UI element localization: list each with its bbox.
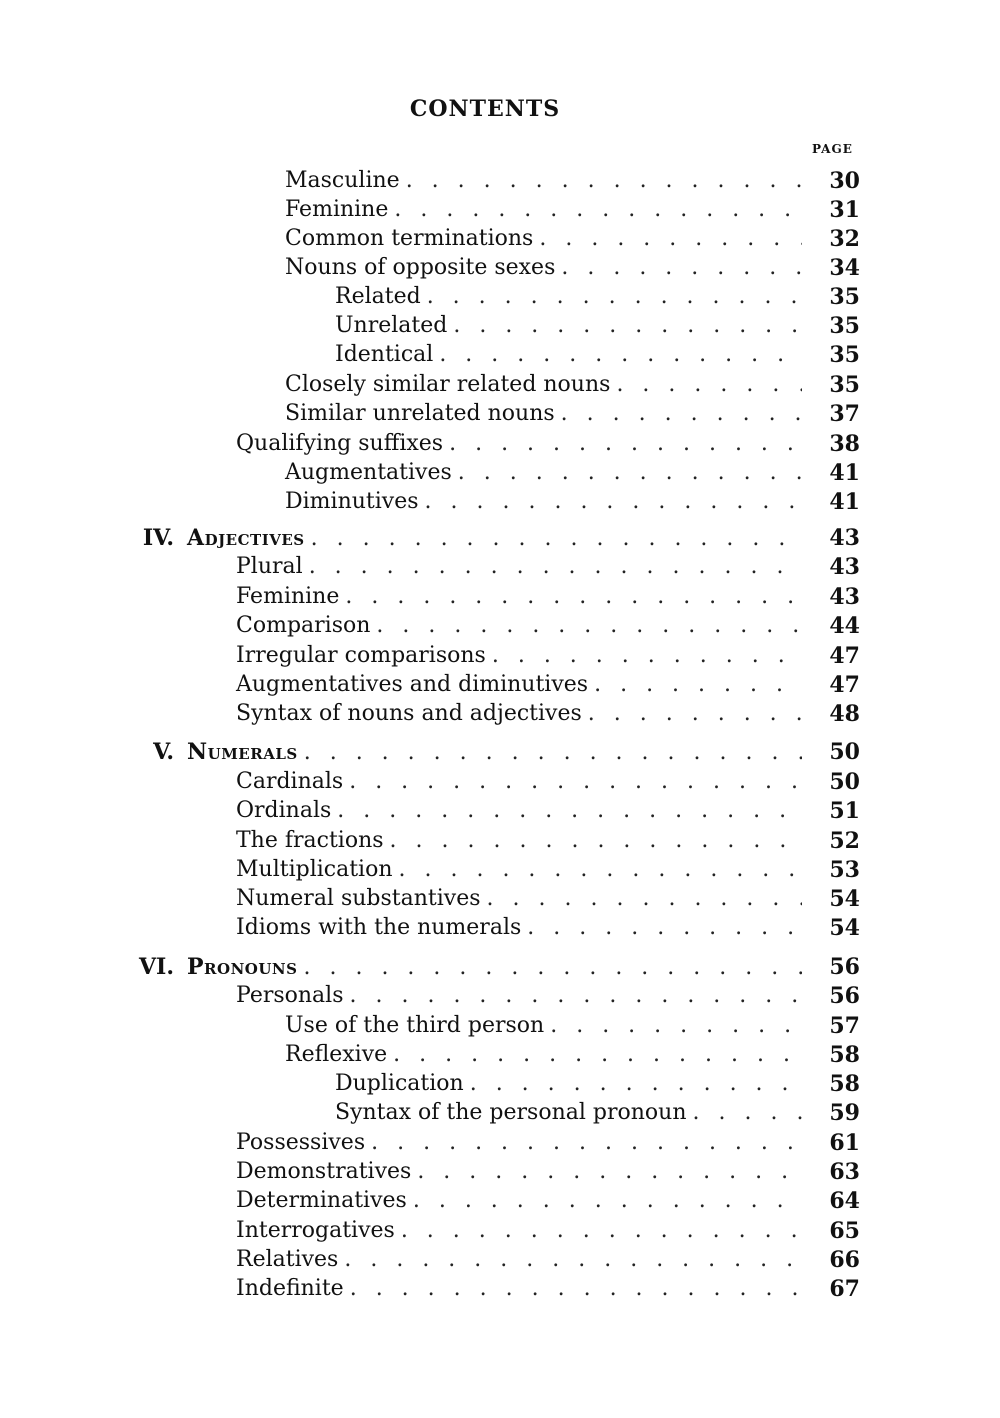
dot-leader	[393, 1040, 802, 1070]
entry-title: Cardinals	[236, 769, 344, 794]
page-number: 32	[829, 226, 860, 252]
dot-leader	[371, 1128, 802, 1158]
entry-title: Comparison	[236, 613, 371, 638]
dot-leader	[539, 224, 802, 254]
page-number: 66	[829, 1247, 860, 1273]
entry-title: Qualifying suffixes	[236, 431, 444, 456]
toc-row	[335, 282, 860, 312]
entry-title: Common terminations	[285, 226, 534, 251]
chapter-number: IV.	[142, 525, 174, 551]
page-column-label: PAGE	[812, 142, 853, 156]
dot-leader	[492, 641, 802, 671]
page-number: 35	[829, 372, 860, 398]
page-number: 57	[829, 1013, 860, 1039]
dot-leader	[561, 253, 802, 283]
dot-leader	[304, 738, 802, 768]
toc-row	[236, 855, 860, 885]
page-number: 34	[829, 255, 860, 281]
page-number: 51	[829, 798, 860, 824]
toc-row	[236, 1216, 860, 1246]
toc-chapter-row	[138, 952, 860, 982]
page-title: CONTENTS	[409, 96, 561, 122]
entry-title: Multiplication	[236, 857, 393, 882]
toc-row	[285, 195, 860, 225]
page-number: 30	[829, 168, 860, 194]
page-number: 61	[829, 1130, 860, 1156]
page-number: 47	[829, 672, 860, 698]
page-number: 41	[829, 489, 860, 515]
page-number: 54	[829, 886, 860, 912]
entry-title: The fractions	[236, 828, 384, 853]
toc-row	[285, 253, 860, 283]
dot-leader	[399, 855, 803, 885]
toc-row	[335, 311, 860, 341]
toc-row	[236, 1128, 860, 1158]
page-number: 43	[829, 584, 860, 610]
entry-title: Plural	[236, 554, 303, 579]
entry-title: Identical	[335, 342, 434, 367]
toc-row	[236, 826, 860, 856]
toc-row	[236, 767, 860, 797]
toc-row	[285, 1011, 860, 1041]
entry-title: Determinatives	[236, 1188, 407, 1213]
entry-title: Relatives	[236, 1247, 339, 1272]
page-number: 58	[829, 1071, 860, 1097]
dot-leader	[487, 884, 802, 914]
toc-row	[236, 611, 860, 641]
toc-row	[236, 699, 860, 729]
toc-row	[236, 884, 860, 914]
page-number: 38	[829, 431, 860, 457]
toc-row	[285, 370, 860, 400]
entry-title: Syntax of nouns and adjectives	[236, 701, 582, 726]
page-number: 54	[829, 915, 860, 941]
toc-row	[335, 340, 860, 370]
toc-row	[335, 1098, 860, 1128]
page-number: 41	[829, 460, 860, 486]
dot-leader	[693, 1098, 803, 1128]
toc-chapter-row	[153, 737, 860, 767]
page-number: 43	[829, 525, 860, 551]
dot-leader	[344, 1245, 802, 1275]
dot-leader	[453, 311, 802, 341]
dot-leader	[345, 582, 802, 612]
entry-title: Adjectives	[187, 525, 305, 551]
dot-leader	[406, 166, 802, 196]
toc-row	[236, 1186, 860, 1216]
entry-title: Personals	[236, 983, 344, 1008]
dot-leader	[349, 767, 802, 797]
page-number: 50	[829, 769, 860, 795]
entry-title: Similar unrelated nouns	[285, 401, 555, 426]
toc-row	[236, 1157, 860, 1187]
page-number: 52	[829, 828, 860, 854]
toc-row	[236, 796, 860, 826]
toc-row	[236, 913, 860, 943]
page-number: 48	[829, 701, 860, 727]
entry-title: Duplication	[335, 1071, 464, 1096]
chapter-number: VI.	[138, 954, 174, 980]
page-number: 56	[829, 983, 860, 1009]
page-number: 43	[829, 554, 860, 580]
toc-row	[236, 1274, 860, 1304]
page-number: 37	[829, 401, 860, 427]
toc-row	[285, 1040, 860, 1070]
toc-row	[285, 166, 860, 196]
toc-row	[236, 981, 860, 1011]
toc-row	[285, 487, 860, 517]
page-number: 64	[829, 1188, 860, 1214]
dot-leader	[417, 1157, 802, 1187]
entry-title: Augmentatives	[285, 460, 452, 485]
entry-title: Numerals	[187, 739, 298, 765]
entry-title: Pronouns	[187, 954, 298, 980]
chapter-number: V.	[153, 739, 174, 765]
entry-title: Feminine	[236, 584, 340, 609]
dot-leader	[401, 1216, 802, 1246]
dot-leader	[337, 796, 802, 826]
entry-title: Indefinite	[236, 1276, 344, 1301]
dot-leader	[561, 399, 802, 429]
page-number: 35	[829, 313, 860, 339]
toc-row	[285, 224, 860, 254]
page-number: 56	[829, 954, 860, 980]
entry-title: Reflexive	[285, 1042, 388, 1067]
entry-title: Syntax of the personal pronoun	[335, 1100, 687, 1125]
dot-leader	[350, 1274, 802, 1304]
page-number: 50	[829, 739, 860, 765]
toc-row	[236, 429, 860, 459]
dot-leader	[311, 524, 802, 554]
entry-title: Augmentatives and diminutives	[236, 672, 589, 697]
dot-leader	[303, 953, 802, 983]
dot-leader	[427, 282, 802, 312]
dot-leader	[350, 981, 803, 1011]
entry-title: Possessives	[236, 1130, 366, 1155]
dot-leader	[594, 670, 802, 700]
entry-title: Demonstratives	[236, 1159, 412, 1184]
toc-row	[236, 582, 860, 612]
entry-title: Irregular comparisons	[236, 643, 486, 668]
dot-leader	[449, 429, 802, 459]
toc-row	[236, 1245, 860, 1275]
dot-leader	[394, 195, 802, 225]
dot-leader	[376, 611, 802, 641]
entry-title: Ordinals	[236, 798, 332, 823]
entry-title: Unrelated	[335, 313, 448, 338]
dot-leader	[470, 1069, 802, 1099]
entry-title: Masculine	[285, 168, 400, 193]
dot-leader	[588, 699, 802, 729]
toc-row	[236, 641, 860, 671]
entry-title: Feminine	[285, 197, 389, 222]
dot-leader	[550, 1011, 802, 1041]
toc-row	[285, 458, 860, 488]
page-number: 31	[829, 197, 860, 223]
page-number: 65	[829, 1218, 860, 1244]
page-number: 44	[829, 613, 860, 639]
page-number: 58	[829, 1042, 860, 1068]
toc-chapter-row	[142, 523, 860, 553]
page-number: 63	[829, 1159, 860, 1185]
entry-title: Interrogatives	[236, 1218, 395, 1243]
entry-title: Idioms with the numerals	[236, 915, 522, 940]
dot-leader	[309, 552, 802, 582]
dot-leader	[439, 340, 802, 370]
page-number: 47	[829, 643, 860, 669]
page-number: 35	[829, 284, 860, 310]
dot-leader	[425, 487, 802, 517]
page-number: 67	[829, 1276, 860, 1302]
entry-title: Nouns of opposite sexes	[285, 255, 556, 280]
page-number: 35	[829, 342, 860, 368]
toc-row	[285, 399, 860, 429]
dot-leader	[413, 1186, 802, 1216]
entry-title: Diminutives	[285, 489, 419, 514]
entry-title: Numeral substantives	[236, 886, 481, 911]
entry-title: Related	[335, 284, 421, 309]
dot-leader	[527, 913, 802, 943]
dot-leader	[390, 826, 802, 856]
toc-row	[335, 1069, 860, 1099]
dot-leader	[616, 370, 802, 400]
entry-title: Use of the third person	[285, 1013, 545, 1038]
toc-row	[236, 552, 860, 582]
toc-row	[236, 670, 860, 700]
page-number: 53	[829, 857, 860, 883]
dot-leader	[458, 458, 802, 488]
page-number: 59	[829, 1100, 860, 1126]
entry-title: Closely similar related nouns	[285, 372, 611, 397]
